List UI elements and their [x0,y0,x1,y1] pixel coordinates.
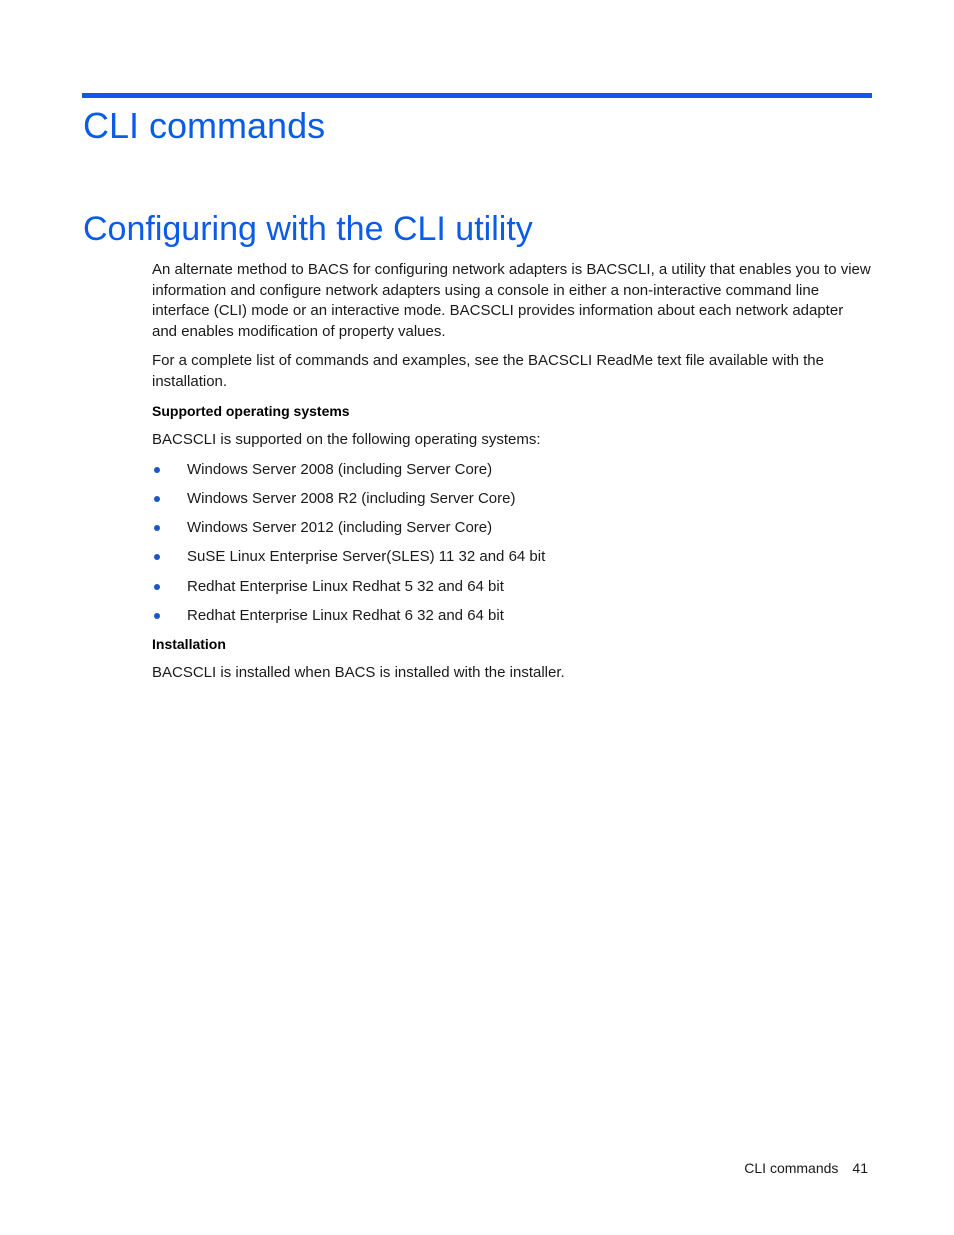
section-body [152,260,872,684]
bullet-icon [154,584,160,590]
intro-paragraph: An alternate method to BACS for configuring network adapters is BACSCLI, a utility that enables you to view information and configure network adapters using a console in either a non-interactive command line interface (CLI) mode or an interactive mode. BACSCLI provides information about each network adapter and enables modification of property values. [152,261,871,340]
os-list [152,460,872,626]
bullet-icon [154,613,160,619]
list-item [152,518,872,538]
list-item [152,547,872,567]
list-item-label: Windows Server 2008 (including Server Core) [187,460,493,478]
footer-chapter-label: CLI commands [744,1160,839,1176]
list-item-label: Windows Server 2012 (including Server Core) [187,519,493,537]
page-number: 41 [852,1160,868,1176]
readme-paragraph: For a complete list of commands and examples, see the BACSCLI ReadMe text file available with the installation. [152,352,824,390]
list-item-label: Windows Server 2008 R2 (including Server Core) [187,489,516,507]
bullet-icon [154,467,160,473]
list-item-label: Redhat Enterprise Linux Redhat 5 32 and 64 bit [187,577,504,595]
list-item-label: Redhat Enterprise Linux Redhat 6 32 and 64 bit [187,606,504,624]
chapter-rule [82,93,872,98]
list-item [152,489,872,509]
list-item [152,577,872,597]
bullet-icon [154,496,160,502]
chapter-title: CLI commands [83,105,326,146]
subhead-installation: Installation [152,636,226,653]
installation-paragraph: BACSCLI is installed when BACS is installed with the installer. [152,664,565,682]
section-title: Configuring with the CLI utility [83,210,533,248]
bullet-icon [154,525,160,531]
list-item [152,606,872,626]
list-item [152,460,872,480]
os-intro-paragraph: BACSCLI is supported on the following operating systems: [152,431,541,448]
subhead-supported-os: Supported operating systems [152,403,350,419]
page-footer [744,1158,868,1178]
list-item-label: SuSE Linux Enterprise Server(SLES) 11 32 and 64 bit [187,548,546,566]
bullet-icon [154,554,160,560]
